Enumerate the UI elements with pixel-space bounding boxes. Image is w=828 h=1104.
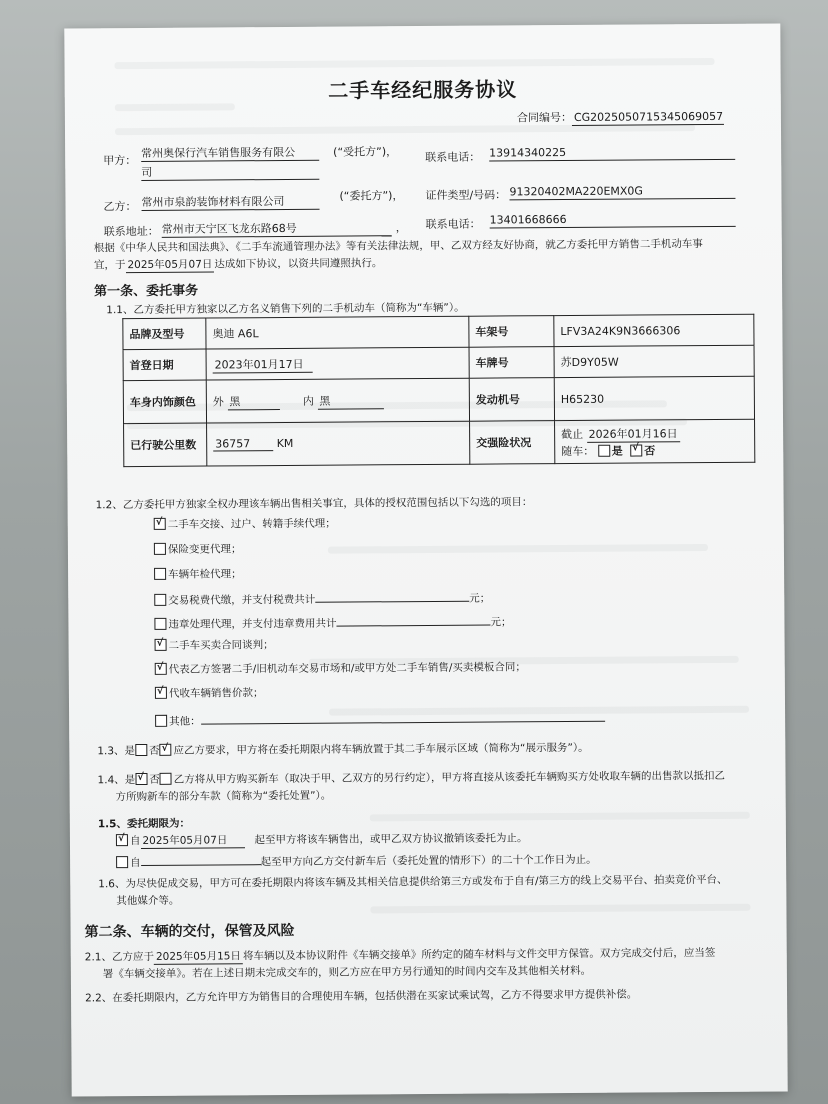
clause-1-3: 1.3、是 否√ 应乙方要求，甲方将在委托期限内将车辆放置于其二手车展示区域（简称为“展示服务”）。 [97,741,588,758]
party-b-address: 常州市天宁区飞龙东路68号 [162,221,392,238]
tax-amount-field[interactable] [315,589,469,603]
show-through-text [115,58,715,69]
option-collect-payment: √代收车辆销售价款； [155,686,264,701]
party-b-phone-label: 联系电话： [425,217,481,231]
clause-1-1: 1.1、乙方委托甲方独家以乙方名义销售下列的二手机动车（简称为“车辆”）。 [106,301,465,317]
plate-label: 车牌号 [469,347,554,379]
interior-label: 内 [302,394,314,408]
party-b-name: 常州市泉韵装饰材料有限公司 [141,195,319,211]
contract-number-label: 合同编号： [516,110,572,125]
party-a-role: (“受托方”)， [333,145,398,159]
option-transfer: √二手车交接、过户、转籍手续代理； [154,517,336,532]
clause-1-6-line1: 1.6、为尽快促成交易，甲方可在委托期限内将该车辆及其相关信息提供给第三方或发布于自有/第三方的线上交易平台、拍卖竞价平台、 [98,873,728,891]
brand-label: 品牌及型号 [123,318,206,350]
insurance-until-date: 2026年01月16日 [587,425,680,443]
party-b-id: 91320402MA220EMX0G [509,184,735,201]
option-other-checkbox[interactable] [155,715,167,727]
contract-number-row [517,110,724,126]
table-row [123,345,754,380]
vin-value: LFV3A24K9N3666306 [554,314,754,346]
exterior-color: 黑 [227,393,279,410]
mileage-cell [207,421,470,466]
party-b-phone: 13401668666 [490,212,736,229]
party-b-address-label: 联系地址： [103,224,159,239]
party-a-name-line1: 常州奥保行汽车销售服务有限公 [141,146,319,162]
option-other: 其他： [155,709,605,729]
clause-1-4-no-checkbox[interactable] [160,773,172,785]
option-tax: 交易税费代缴，并支付税费共计 元； [154,589,490,608]
clause-2-1-line2: 署《车辆交接单》。若在上述日期未完成交车的，则乙方应在甲方另行通知的时间内交车及其他相关材料。 [102,964,592,981]
clause-1-3-yes-checkbox[interactable] [135,744,147,756]
party-b-address-comma: ， [395,221,407,235]
party-a-name-line2: 司 [141,165,319,181]
option-transfer-checkbox[interactable] [154,518,166,530]
option-negotiation-checkbox[interactable] [155,639,167,651]
term-option-1-checkbox[interactable] [116,834,128,846]
term-option-1: √自 2025年05月07日 起至甲方将该车辆售出，或甲乙双方协议撤销该委托为止。 [116,831,528,849]
option-violation: 违章处理代理，并支付违章费用共计 元； [154,612,511,631]
mileage-label: 已行驶公里数 [124,423,207,467]
insurance-with-car-row [561,441,748,458]
term-option-2-date-field[interactable] [141,852,261,866]
insurance-cell [555,419,755,463]
engine-value: H65230 [554,376,754,420]
insurance-until-row [561,424,748,442]
reg-date-cell [206,347,469,380]
clause-1-4-yes-checkbox[interactable] [135,773,147,785]
option-tax-checkbox[interactable] [154,594,166,606]
option-negotiation: √二手车买卖合同谈判； [155,638,274,653]
show-through-text [370,904,750,914]
clause-1-4-line2: 方所购新车的部分车款（简称为“委托处置”）。 [115,789,332,804]
option-collect-payment-checkbox[interactable] [155,687,167,699]
contract-page [64,24,787,1097]
insurance-with-car-label: 随车： [561,444,595,458]
show-through-text [115,124,695,135]
table-row [124,419,755,466]
insurance-until-label: 截止 [561,427,584,441]
color-label: 车身内饰颜色 [123,380,206,424]
reg-date-label: 首登日期 [123,349,206,381]
show-through-text [370,812,750,822]
section1-heading: 第一条、委托事务 [94,283,199,300]
party-b-label: 乙方： [103,200,137,214]
engine-label: 发动机号 [469,378,554,422]
preamble-line2: 宜，于 2025年05月07日 达成如下协议，以资共同遵照执行。 [93,257,383,272]
party-a-label: 甲方： [103,154,137,168]
clause-1-2: 1.2、乙方委托甲方独家全权办理该车辆出售相关事宜，具体的授权范围包括以下勾选的项目： [95,496,533,512]
reg-date-value: 2023年01月17日 [213,355,313,373]
other-field[interactable] [201,709,605,725]
brand-value: 奥迪 A6L [206,316,469,349]
party-a-phone-label: 联系电话： [425,150,481,164]
party-a-phone: 13914340225 [489,145,735,162]
insurance-yes-label: 是 [611,444,623,458]
option-annual-inspection-checkbox[interactable] [154,568,166,580]
table-row [123,376,754,423]
term-option-2-checkbox[interactable] [116,856,128,868]
clause-2-2: 2.2、在委托期限内，乙方允许甲方为销售目的合理使用车辆，包括供潜在买家试乘试驾，乙方不得要求甲方提供补偿。 [85,988,638,1005]
document-title: 二手车经纪服务协议 [328,77,518,103]
mileage-unit: KM [276,436,294,451]
mileage-value: 36757 [213,437,273,451]
option-sign-contract: √代表乙方签署二手/旧机动车交易市场和/或甲方处二手车销售/买卖模板合同； [155,660,526,677]
option-insurance-change: 保险变更代理； [154,542,242,557]
option-violation-checkbox[interactable] [154,618,166,630]
clause-1-5-heading: 1.5、委托期限为： [97,817,190,831]
vin-label: 车架号 [469,316,554,348]
color-cell [206,378,469,423]
insurance-no-label: 否 [644,443,656,457]
term-option-2: 自 起至甲方向乙方交付新车后（委托处置的情形下）的二十个工作日为止。 [116,850,597,870]
exterior-label: 外 [212,394,224,408]
insurance-label: 交强险状况 [470,421,555,465]
clause-1-4-line1: 1.4、是√ 否 乙方将从甲方购买新车（取决于甲、乙双方的另行约定），甲方将直接从该委托车辆购买方处收取车辆的出售款以抵扣乙 [97,769,725,787]
clause-1-6-line2: 其他媒介等。 [116,894,180,908]
section2-heading: 第二条、车辆的交付，保管及风险 [84,922,295,941]
insurance-no-checkbox[interactable] [630,444,642,456]
contract-number: CG2025050715345069057 [572,110,724,126]
plate-value: 苏D9Y05W [554,345,754,377]
delivery-date: 2025年05月15日 [154,949,243,965]
violation-amount-field[interactable] [336,613,490,627]
option-annual-inspection: 车辆年检代理； [154,567,242,582]
party-b-id-label: 证件类型/号码： [425,188,507,202]
clause-2-1-line1: 2.1、乙方应于 2025年05月15日 将车辆以及本协议附件《车辆交接单》所约定的随车材料与文件交甲方保管。双方完成交付后，应当签 [84,946,716,964]
vehicle-info-table [122,314,755,467]
interior-color: 黑 [317,392,383,409]
party-b-role: (“委托方”)， [339,189,404,203]
clause-1-3-no-checkbox[interactable] [159,744,171,756]
option-sign-contract-checkbox[interactable] [155,663,167,675]
option-insurance-change-checkbox[interactable] [154,543,166,555]
show-through-text [328,544,708,554]
preamble-line1: 根据《中华人民共和国法典》、《二手车流通管理办法》等有关法律法规，甲、乙双方经友好协商，就乙方委托甲方销售二手机动车事 [93,238,703,255]
insurance-yes-checkbox[interactable] [598,444,610,456]
term-start-date: 2025年05月07日 [140,833,244,849]
agreement-date: 2025年05月07日 [125,257,214,273]
table-row [123,314,754,349]
